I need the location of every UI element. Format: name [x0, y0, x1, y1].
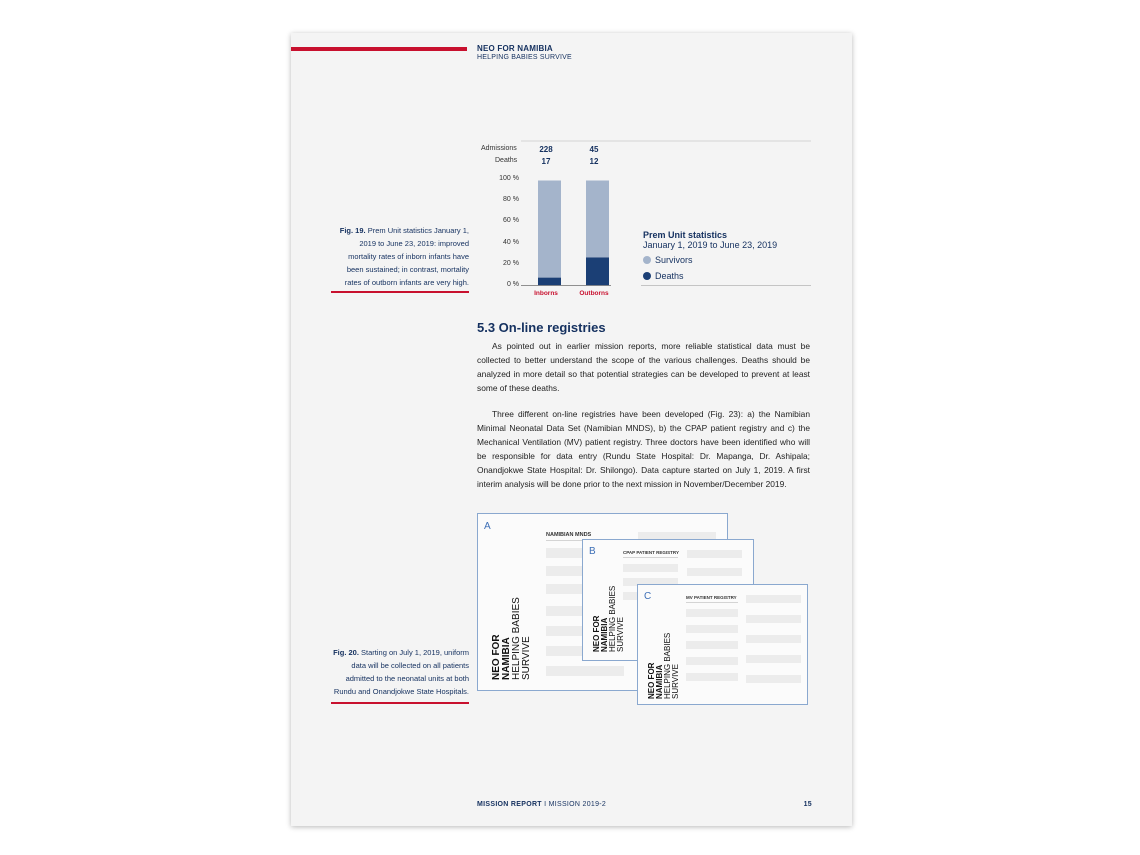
form-a-logo-line4: SURVIVE: [521, 636, 532, 680]
form-c-field: [686, 609, 738, 617]
form-c-logo: [648, 633, 680, 699]
form-c-field: [746, 655, 801, 663]
form-c-logo-line4: SURVIVE: [671, 664, 680, 699]
form-b-logo-line2: NAMIBIA: [600, 617, 609, 652]
fig20-text: Starting on July 1, 2019, uniform data will be collected on all patients admitted to the neonatal units at both Rundu and Onandjokwe State Hospitals.: [333, 648, 469, 696]
form-b-field: [687, 568, 742, 576]
y-tick-40: 40 %: [503, 239, 519, 246]
y-tick-80: 80 %: [503, 196, 519, 203]
admissions-label: Admissions: [481, 145, 517, 152]
form-b-logo-line1: NEO FOR: [592, 615, 601, 652]
form-a-logo-line3: HELPING BABIES: [511, 597, 522, 680]
outborns-admissions: 45: [589, 145, 599, 154]
x-label-outborns: Outborns: [579, 290, 609, 297]
form-c-logo-line3: HELPING BABIES: [663, 632, 672, 699]
form-c-logo-line1: NEO FOR: [647, 662, 656, 699]
header-title: NEO FOR NAMIBIA: [477, 44, 553, 53]
y-tick-20: 20 %: [503, 260, 519, 267]
fig19-text: Prem Unit statistics January 1, 2019 to June 23, 2019: improved mortality rates of inborn infants have been sustained; in contrast, mortality rates of outborn infants are very high.: [344, 226, 469, 287]
form-b-field: [687, 550, 742, 558]
bar-outborns-deaths: [586, 257, 609, 285]
page-number: 15: [803, 801, 812, 808]
legend-title: Prem Unit statistics: [643, 230, 728, 240]
fig20-underline: [331, 702, 469, 704]
form-c-field: [686, 657, 738, 665]
form-c-mv: [637, 584, 808, 705]
survivors-swatch: [643, 256, 651, 264]
form-a-logo: [492, 597, 532, 680]
form-a-letter: A: [484, 521, 491, 532]
form-a-title: NAMIBIAN MNDS: [546, 532, 592, 538]
form-b-field: [623, 564, 678, 572]
inborns-admissions: 228: [539, 145, 553, 154]
y-tick-100: 100 %: [499, 175, 519, 182]
form-b-logo: [593, 586, 625, 652]
header-red-bar: [291, 47, 467, 51]
deaths-label: Deaths: [495, 157, 518, 164]
form-a-logo-line1: NEO FOR: [491, 634, 502, 680]
form-b-logo-line4: SURVIVE: [616, 617, 625, 652]
form-c-field: [746, 595, 801, 603]
form-c-field: [746, 635, 801, 643]
form-b-title: CPAP PATIENT REGISTRY: [623, 550, 680, 555]
footer-report-label: MISSION REPORT: [477, 801, 542, 808]
outborns-deaths: 12: [589, 157, 599, 166]
form-b-rule: [623, 557, 678, 558]
form-c-field: [686, 673, 738, 681]
fig19-label: Fig. 19.: [339, 226, 366, 235]
form-a-logo-line2: NAMIBIA: [501, 637, 512, 680]
bar-outborns-survivors: [586, 181, 609, 258]
form-c-logo-line2: NAMIBIA: [655, 664, 664, 699]
legend-survivors-label: Survivors: [655, 255, 693, 265]
y-tick-60: 60 %: [503, 217, 519, 224]
fig20-label: Fig. 20.: [333, 648, 359, 657]
fig19-caption: [331, 224, 469, 289]
paragraph-1: As pointed out in earlier mission reports, more reliable statistical data must be collected to better understand the scope of the various challenges. Deaths should be analyzed in more detail so that potential strategies can be developed to prevent at least some of these deaths.: [477, 341, 810, 393]
paragraph-2: Three different on-line registries have been developed (Fig. 23): a) the Namibian Minimal Neonatal Data Set (Namibian MNDS), b) the CPAP patient registry and c) the Mechanical Ventilation (MV) patient registry. Three doctors have been identified who will be responsible for data entry (Rundu State Hospital: Dr. Mapanga, Dr. Ashipala; Onandjokwe State Hospital: Dr. Shilongo). Data capture started on July 1, 2019. A first interim analysis will be done prior to the next mission in November/December 2019.: [477, 409, 810, 489]
header-subtitle: HELPING BABIES SURVIVE: [477, 54, 572, 61]
form-c-field: [686, 625, 738, 633]
form-b-letter: B: [589, 546, 596, 557]
fig20-caption: [331, 646, 469, 698]
y-tick-0: 0 %: [506, 281, 519, 288]
bar-inborns-survivors: [538, 181, 561, 278]
inborns-deaths: 17: [541, 157, 551, 166]
fig19-underline: [331, 291, 469, 293]
form-c-field: [746, 615, 801, 623]
deaths-swatch: [643, 272, 651, 280]
document-page: [291, 33, 852, 826]
form-c-title: MV PATIENT REGISTRY: [686, 595, 737, 600]
form-c-field: [746, 675, 801, 683]
legend-item-survivors: [643, 255, 693, 265]
bar-inborns-deaths: [538, 278, 561, 286]
section-heading: 5.3 On-line registries: [477, 320, 606, 335]
x-label-inborns: Inborns: [534, 290, 558, 297]
form-c-letter: C: [644, 591, 652, 602]
footer-mission: [477, 801, 606, 808]
form-c-rule: [686, 602, 738, 603]
footer-mission-label: I MISSION 2019-2: [541, 801, 607, 808]
form-a-field: [546, 666, 624, 676]
form-b-logo-line3: HELPING BABIES: [608, 585, 617, 652]
legend-deaths-label: Deaths: [655, 271, 684, 281]
legend-item-deaths: [643, 271, 684, 281]
form-c-field: [686, 641, 738, 649]
legend-subtitle: January 1, 2019 to June 23, 2019: [643, 240, 778, 250]
